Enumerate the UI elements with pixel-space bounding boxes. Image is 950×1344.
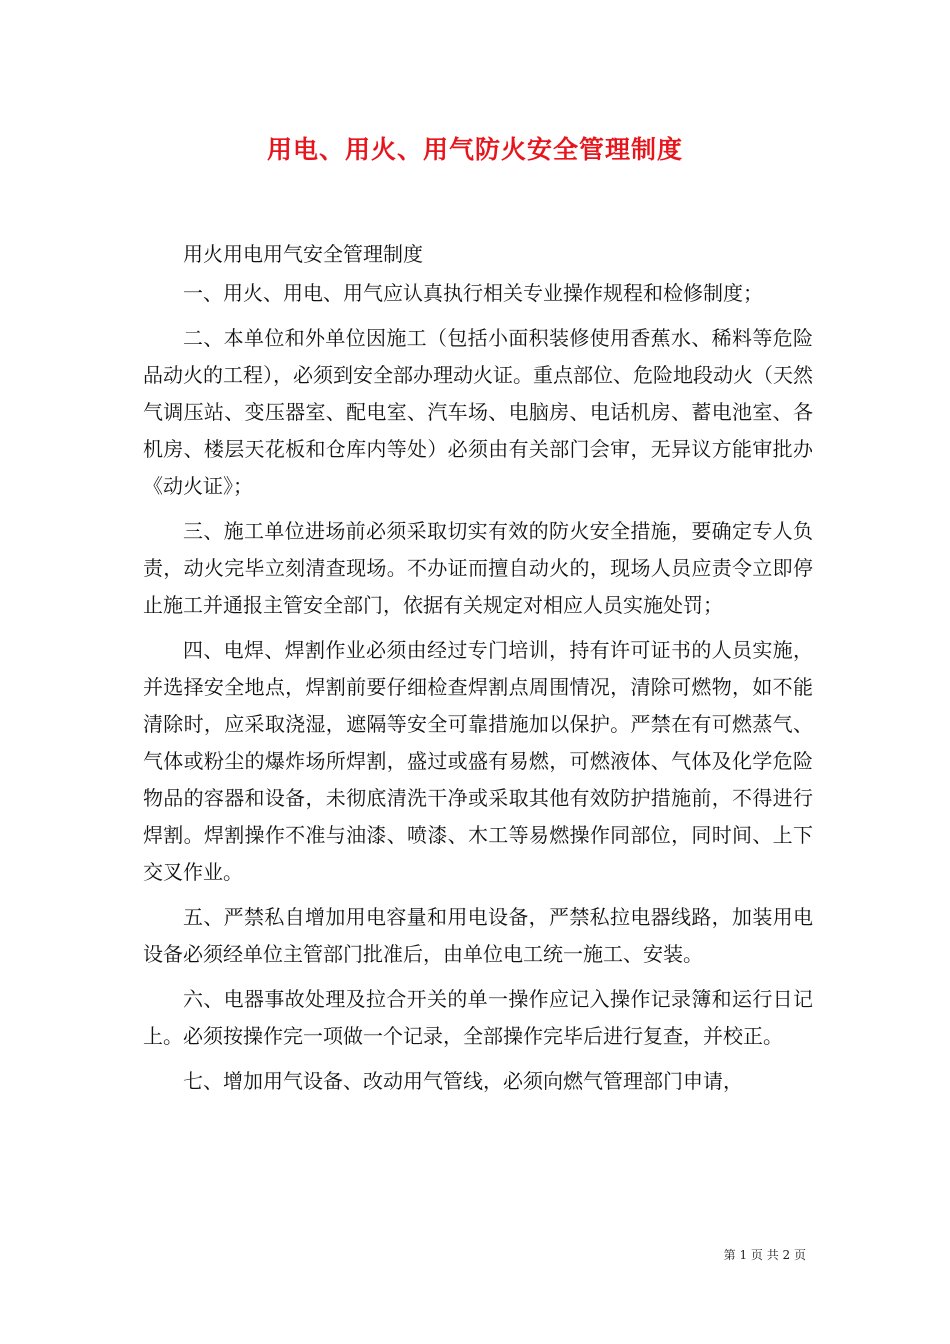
paragraph-1: 一、用火、用电、用气应认真执行相关专业操作规程和检修制度； — [183, 281, 763, 305]
document-body — [143, 236, 813, 1108]
paragraph-7: 七、增加用气设备、改动用气管线，必须向燃气管理部门申请， — [183, 1069, 743, 1093]
paragraph-5: 五、严禁私自增加用电容量和用电设备，严禁私拉电器线路，加装用电设备必须经单位主管部门批准后，由单位电工统一施工、安装。 — [143, 905, 813, 966]
document-title: 用电、用火、用气防火安全管理制度 — [266, 135, 683, 164]
page-number: 第 1 页 共 2 页 — [723, 1248, 806, 1262]
paragraph-subtitle: 用火用电用气安全管理制度 — [183, 242, 423, 266]
paragraph-2: 二、本单位和外单位因施工（包括小面积装修使用香蕉水、稀料等危险品动火的工程），必须到安全部办理动火证。重点部位、危险地段动火（天然气调压站、变压器室、配电室、汽车场、电脑房、电话机房、蓄电池室、各机房、楼层天花板和仓库内等处）必须由有关部门会审，无异议方能审批办《动火证》； — [143, 326, 813, 498]
paragraph-3: 三、施工单位进场前必须采取切实有效的防火安全措施，要确定专人负责，动火完毕立刻清查现场。不办证而擅自动火的，现场人员应责令立即停止施工并通报主管安全部门，依据有关规定对相应人员实施处罚； — [143, 519, 813, 617]
paragraph-4: 四、电焊、焊割作业必须由经过专门培训，持有许可证书的人员实施，并选择安全地点，焊割前要仔细检查焊割点周围情况，清除可燃物，如不能清除时，应采取浇湿，遮隔等安全可靠措施加以保护。严禁在有可燃蒸气、气体或粉尘的爆炸场所焊割，盛过或盛有易燃，可燃液体、气体及化学危险物品的容器和设备，未彻底清洗干净或采取其他有效防护措施前，不得进行焊割。焊割操作不准与油漆、喷漆、木工等易燃操作同部位，同时间、上下交叉作业。 — [143, 638, 813, 884]
paragraph-6: 六、电器事故处理及拉合开关的单一操作应记入操作记录簿和运行日记上。必须按操作完一项做一个记录，全部操作完毕后进行复查，并校正。 — [143, 987, 813, 1048]
